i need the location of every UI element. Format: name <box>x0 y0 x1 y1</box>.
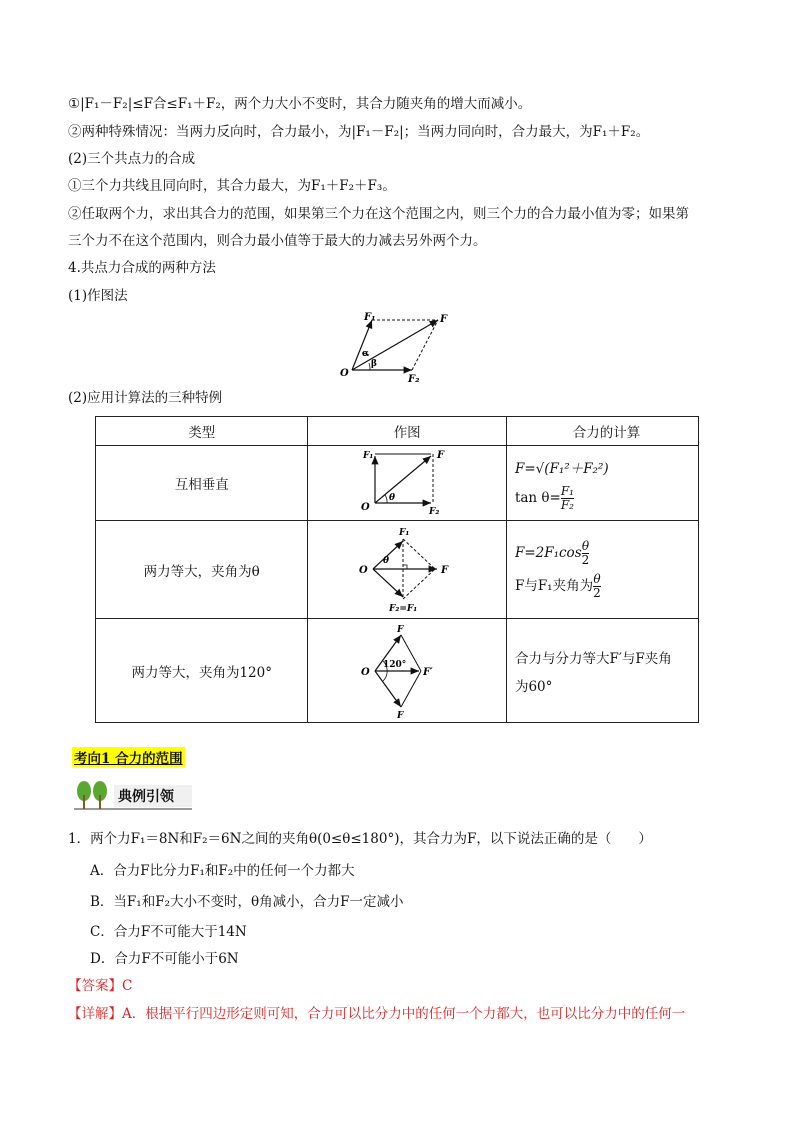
label-theta: θ <box>383 555 390 566</box>
detail-tag: 【详解】 <box>68 1006 122 1022</box>
frac-num: F₁ <box>560 483 574 498</box>
table-header-diagram: 作图 <box>308 417 507 446</box>
option-b: B．当F₁和F₂大小不变时，θ角减小，合力F一定减小 <box>90 894 404 910</box>
label-f1: F₁ <box>399 527 410 538</box>
text-line-calc-method: (2)应用计算法的三种特例 <box>68 390 223 406</box>
banner-label: 典例引领 <box>118 789 174 805</box>
answer-value: C <box>122 978 133 994</box>
label-f1: F₁ <box>363 451 374 461</box>
label-f: F <box>437 450 445 461</box>
option-a: A．合力F比分力F₁和F₂中的任何一个力都大 <box>90 863 355 879</box>
label-120-degrees: 120° <box>383 659 407 670</box>
text-line-special-cases: ②两种特殊情况：当两力反向时，合力最小，为|F₁－F₂|；当两力同向时，合力最大，为F₁＋F₂。 <box>68 124 650 140</box>
cell-type-equal: 两力等大，夹角为θ <box>96 521 308 619</box>
label-f: F <box>441 564 449 576</box>
text-line-collinear: ①三个力共线且同向时，其合力最大，为F₁＋F₂＋F₃。 <box>68 178 396 194</box>
formula-tan-prefix: tan θ= <box>514 489 561 506</box>
formula-cos-prefix: F=2F₁cos <box>514 544 582 561</box>
calc-120-line2: 为60° <box>514 678 553 695</box>
label-theta: θ <box>389 493 396 503</box>
frac-den: 2 <box>593 585 601 600</box>
label-alpha: α <box>362 349 369 359</box>
label-f1: F₁ <box>364 312 376 323</box>
label-o: O <box>340 368 349 379</box>
text-line-range: ①|F₁－F₂|≤F合≤F₁＋F₂，两个力大小不变时，其合力随夹角的增大而减小。 <box>68 96 532 112</box>
text-line-pick-two-cont: 三个力不在这个范围内，则合力最小值等于最大的力减去另外两个力。 <box>68 233 487 249</box>
label-f2: F₂ <box>429 507 440 517</box>
label-f: F <box>440 314 448 325</box>
question-stem: 1．两个力F₁＝8N和F₂＝6N之间的夹角θ(0≤θ≤180°)，其合力为F，以下说法正确的是（ ） <box>68 831 652 847</box>
cell-calc-perpendicular <box>506 446 698 521</box>
parallelogram-diagram <box>336 308 456 384</box>
option-d: D．合力F不可能小于6N <box>90 951 239 967</box>
frac-den: F₂ <box>560 497 574 512</box>
cell-calc-equal <box>506 521 698 619</box>
text-line-two-methods: 4.共点力合成的两种方法 <box>68 260 216 276</box>
label-f: F <box>397 624 404 635</box>
detail-line <box>68 1005 685 1023</box>
cell-diagram-perpendicular <box>308 446 507 521</box>
text-line-three-forces: (2)三个共点力的合成 <box>68 151 196 167</box>
calc-method-table <box>95 416 699 723</box>
label-o: O <box>361 502 370 513</box>
cell-calc-120 <box>506 619 698 723</box>
label-o: O <box>359 564 368 576</box>
cell-diagram-120 <box>308 619 507 723</box>
label-f: F <box>397 710 404 719</box>
detail-text: A．根据平行四边形定则可知，合力可以比分力中的任何一个力都大，也可以比分力中的任何一 <box>122 1006 686 1022</box>
formula-angle-prefix: F与F₁夹角为 <box>514 577 594 594</box>
table-row <box>96 446 699 521</box>
label-f2: F₂ <box>408 374 420 384</box>
table-header-calc: 合力的计算 <box>506 417 698 446</box>
label-o: O <box>361 666 370 678</box>
equal-forces-diagram <box>357 525 457 615</box>
option-c: C．合力F不可能大于14N <box>90 924 247 940</box>
formula-resultant-magnitude: F=√(F₁²＋F₂²) <box>514 460 609 477</box>
label-f-prime: F′ <box>423 666 433 678</box>
cell-type-perpendicular: 互相垂直 <box>96 446 308 521</box>
table-row <box>96 619 699 723</box>
cell-diagram-equal <box>308 521 507 619</box>
table-row <box>96 521 699 619</box>
frac-num: θ <box>581 538 590 553</box>
label-beta: β <box>371 359 377 369</box>
frac-num: θ <box>593 571 601 586</box>
section-heading: 考向1 合力的范围 <box>72 747 185 767</box>
label-f2-eq-f1: F₂=F₁ <box>389 603 418 614</box>
perpendicular-diagram <box>357 448 457 518</box>
answer-line <box>68 977 132 995</box>
frac-den: 2 <box>581 552 590 567</box>
text-line-pick-two: ②任取两个力，求出其合力的范围，如果第三个力在这个范围之内，则三个力的合力最小值为零；如果第 <box>68 206 689 222</box>
calc-120-line1: 合力与分力等大F′与F夹角 <box>514 650 672 667</box>
text-line-graphing-method: (1)作图法 <box>68 288 128 304</box>
angle-120-diagram <box>357 623 457 719</box>
answer-tag: 【答案】 <box>68 978 122 994</box>
cell-type-120: 两力等大，夹角为120° <box>96 619 308 723</box>
table-header-type: 类型 <box>96 417 308 446</box>
